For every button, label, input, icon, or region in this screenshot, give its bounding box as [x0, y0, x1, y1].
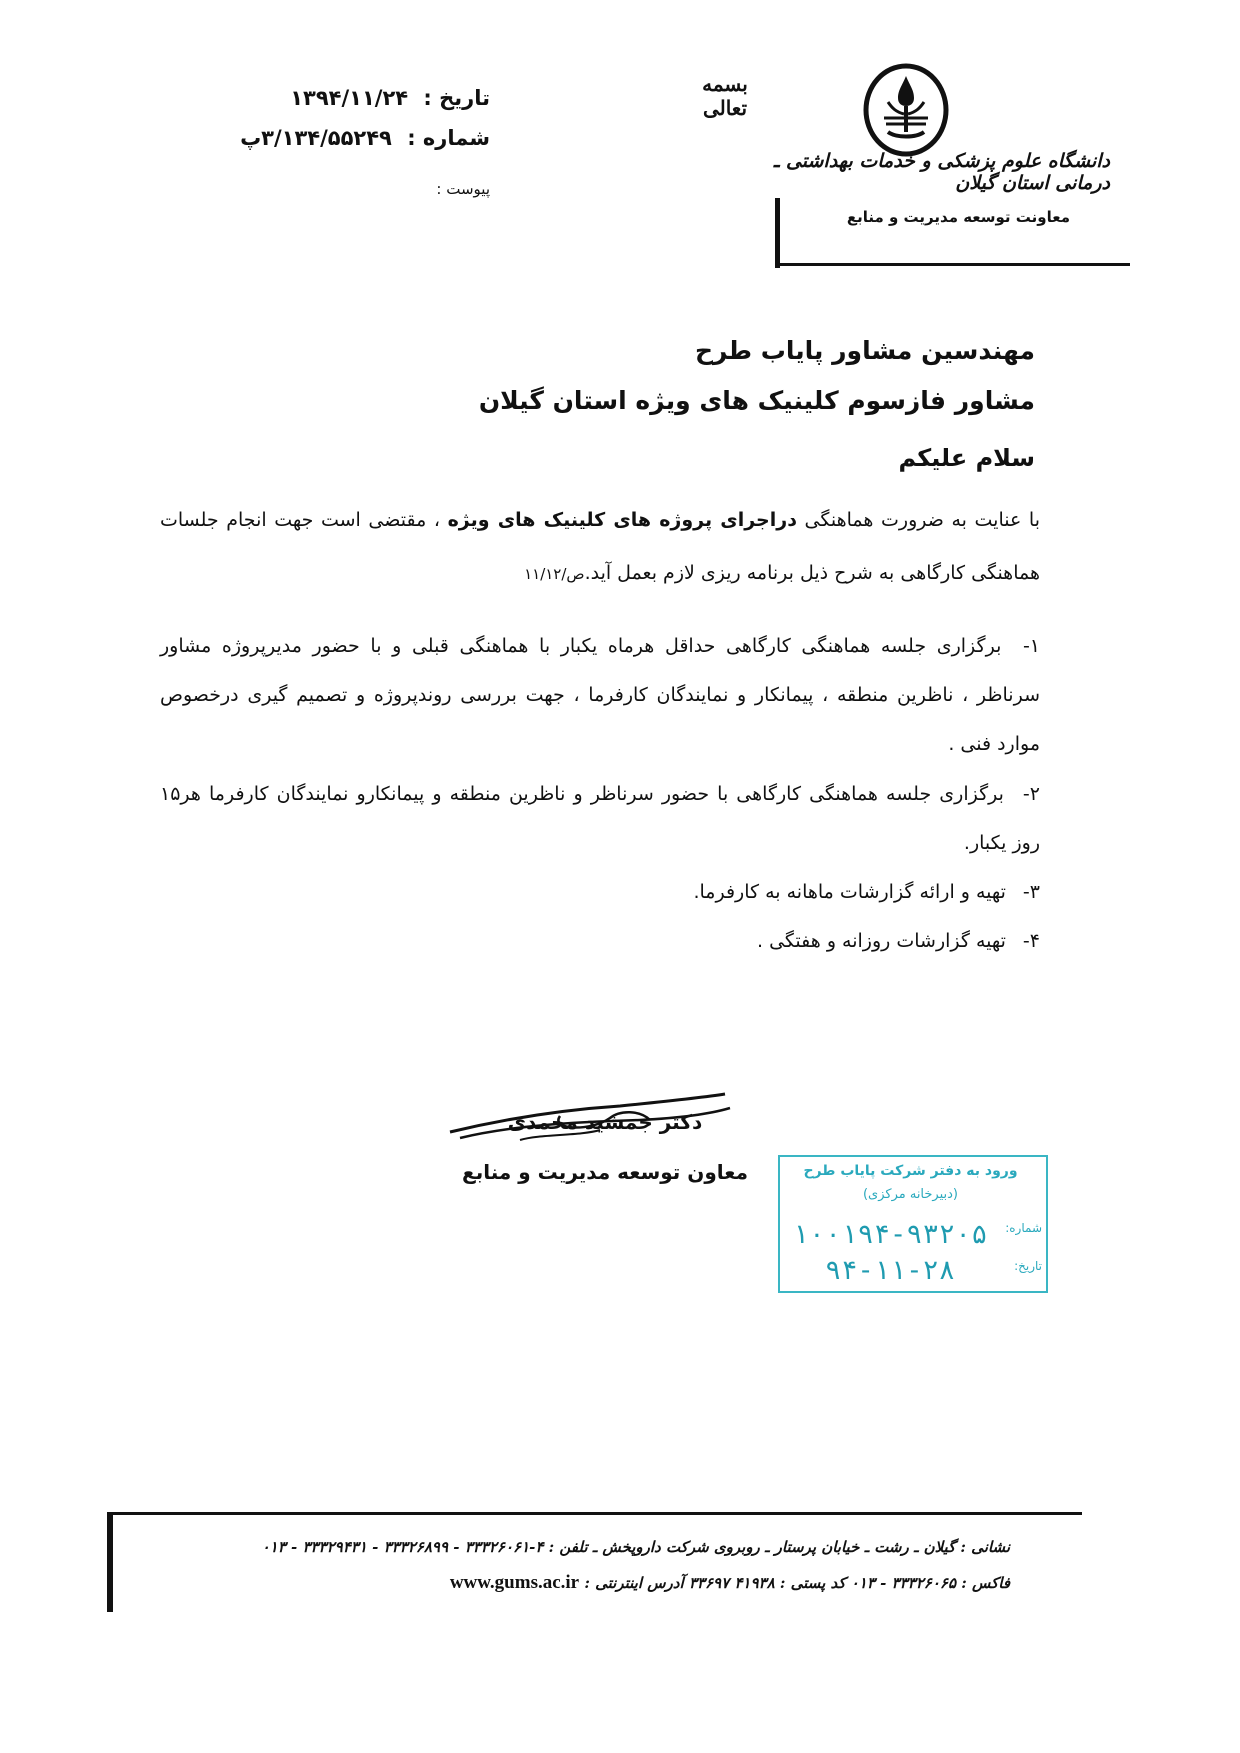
department-name: معاونت توسعه مدیریت و منابع — [846, 208, 1070, 226]
signatory-name: دکتر جمشید محمدی — [507, 1110, 703, 1134]
list-item-text: برگزاری جلسه هماهنگی کارگاهی با حضور سرناظر و ناظرین منطقه و پیمانکارو نمایندگان کارفرما هر۱۵ روز یکبار. — [160, 783, 1040, 854]
list-item-1 — [160, 622, 1040, 769]
organization-name: دانشگاه علوم پزشکی و خدمات بهداشتی ـ درمانی استان گیلان — [773, 150, 1110, 194]
body-paragraph — [160, 494, 1040, 601]
addressee-line-1: مهندسین مشاور پایاب طرح — [694, 336, 1035, 365]
footer-fax: فاکس : ۳۳۳۲۶۰۶۵ - ۰۱۳ کد پستی : ۴۱۹۳۸ ۳۳۶۹۷ آدرس اینترنتی : — [584, 1574, 1010, 1592]
university-logo-icon — [858, 62, 954, 158]
footer-divider-horizontal — [107, 1512, 1082, 1515]
footer-website: www.gums.ac.ir — [449, 1572, 580, 1593]
attachment-line — [240, 180, 490, 198]
list-item-number: ۳- — [1022, 881, 1040, 903]
stamp-heading: ورود به دفتر شرکت پایاب طرح — [803, 1163, 1018, 1179]
header-divider-vertical — [775, 198, 780, 268]
list-item-4 — [160, 917, 1040, 966]
greeting: سلام علیکم — [898, 444, 1035, 472]
stamp-date-value: ۹۴-۱۱-۲۸ — [824, 1255, 956, 1286]
body-text-bold: دراجرای پروژه های کلینیک های ویژه — [447, 509, 797, 531]
list-item-text: تهیه و ارائه گزارشات ماهانه به کارفرما. — [693, 881, 1006, 903]
body-note: ص/۱۱/۱۲ — [524, 565, 585, 583]
list-item-3 — [160, 868, 1040, 917]
list-item-text: تهیه گزارشات روزانه و هفتگی . — [757, 930, 1006, 952]
footer-divider-vertical — [107, 1512, 113, 1612]
signatory-title: معاون توسعه مدیریت و منابع — [462, 1160, 748, 1184]
list-item-number: ۲- — [1022, 783, 1040, 805]
stamp-number-label: شماره: — [1005, 1221, 1042, 1235]
number-line — [240, 126, 490, 150]
addressee-line-2: مشاور فازسوم کلینیک های ویژه استان گیلان — [478, 386, 1035, 415]
footer-address: نشانی : گیلان ـ رشت ـ خیابان پرستار ـ روبروی شرکت داروپخش ـ تلفن : ۴-۳۳۳۲۶۰۶۱ - ۳۳۳۲۶۸۹۹ - ۳۳۳۲۹۴۳۱ - ۰۱۳ — [261, 1538, 1010, 1556]
stamp-date-label: تاریخ: — [1014, 1259, 1042, 1273]
footer-contact — [130, 1572, 1010, 1594]
list-item-number: ۴- — [1022, 930, 1040, 952]
list-item-text: برگزاری جلسه هماهنگی کارگاهی حداقل هرماه یکبار با هماهنگی قبلی و با حضور مدیرپروژه مشاور سرناظر ، ناظرین منطقه ، پیمانکار و نمایندگان کارفرما ، جهت بررسی روندپروژه و تصمیم گیری درخصوص موارد فنی . — [160, 635, 1040, 755]
body-text-part-1: با عنایت به ضرورت هماهنگی — [796, 509, 1040, 531]
number-value: ۳/۱۳۴/۵۵۲۴۹پ — [240, 126, 392, 150]
body-text-part-2: ، مقتضی است جهت انجام جلسات هماهنگی کارگاهی به شرح ذیل برنامه ریزی لازم بعمل آید. — [160, 509, 1040, 584]
number-label: شماره : — [407, 126, 490, 150]
date-label: تاریخ : — [423, 86, 490, 110]
date-line — [240, 86, 490, 110]
date-value: ۱۳۹۴/۱۱/۲۴ — [290, 86, 409, 110]
list-item-2 — [160, 770, 1040, 868]
bismillah: بسمه تعالی — [702, 72, 748, 120]
receipt-stamp — [778, 1155, 1048, 1293]
header-divider-horizontal — [775, 263, 1130, 266]
stamp-number-value: ۱۰۰۱۹۴-۹۳۲۰۵ — [792, 1219, 988, 1250]
stamp-subheading: (دبیرخانه مرکزی) — [862, 1187, 959, 1202]
attachment-label: پیوست : — [436, 180, 490, 198]
list-item-number: ۱- — [1022, 635, 1041, 657]
